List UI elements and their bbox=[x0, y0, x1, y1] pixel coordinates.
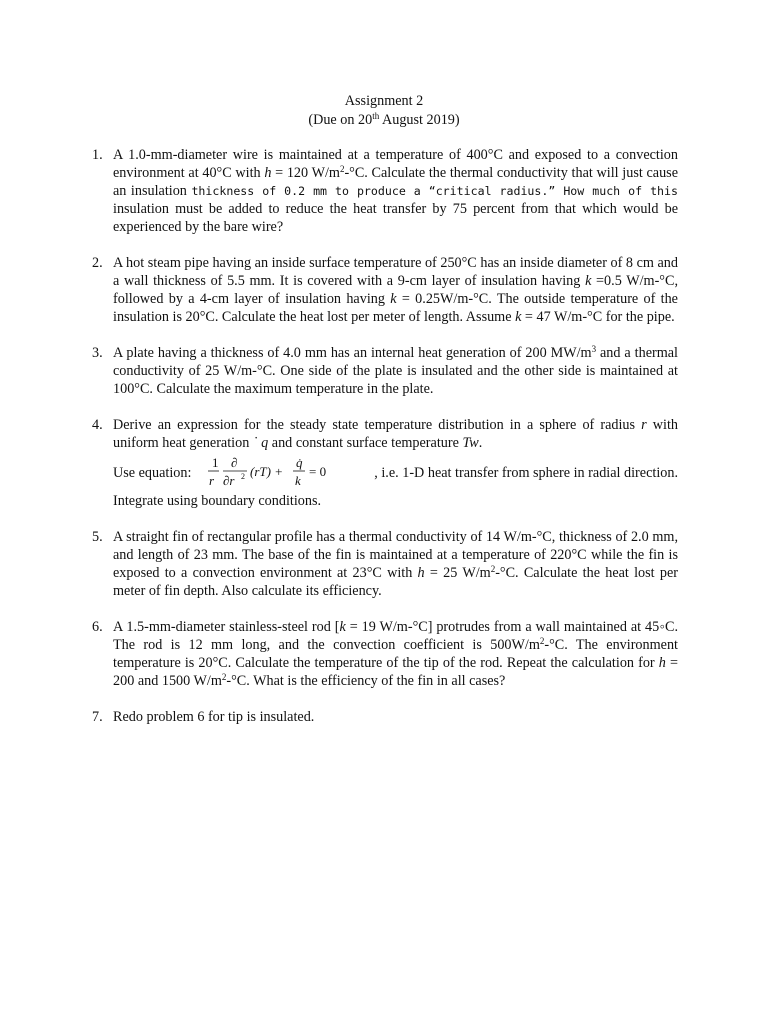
equation-description: , i.e. 1-D heat transfer from sphere in radial direction. bbox=[374, 465, 678, 481]
question-5: 5. A straight fin of rectangular profile has a thermal conductivity of 14 W/m-°C, thickness of 2.0 mm, and length of 23 mm. The base of the fin is maintained at a temperature of 220°C while the fin is exposed to a convection environment at 23°C with h = 25 $W/m^2-^\circ C$. Calculate the heat lost per meter of fin depth. Also calculate its efficiency. bbox=[92, 529, 678, 599]
question-number: 3. bbox=[92, 345, 103, 361]
assignment-title: Assignment 2 bbox=[344, 93, 424, 109]
boundary-note: Integrate using boundary conditions. bbox=[113, 493, 322, 509]
question-number: 4. bbox=[92, 417, 103, 433]
question-2: 2. A hot steam pipe having an inside surface temperature of 250°C has an inside diameter of 8 cm and a wall thickness of 5.5 mm. It is covered with a 9-cm layer of insulation having k =0.5 W/m-°C, followed by a 4-cm layer of insulation having k = 0.25W/m-°C. The outside temperature of the insulation is 20°C. Calculate the heat lost per meter of length. Assume k = 47 W/m-°C for the pipe. bbox=[92, 255, 678, 325]
question-number: 2. bbox=[92, 255, 103, 271]
document-header bbox=[0, 92, 768, 130]
svg-text:= 0: = 0 bbox=[309, 464, 327, 479]
svg-text:q̇: q̇ bbox=[296, 455, 303, 470]
svg-text:2: 2 bbox=[241, 472, 245, 481]
equation-line bbox=[113, 454, 678, 492]
heat-equation bbox=[205, 454, 335, 492]
svg-text:∂: ∂ bbox=[231, 455, 238, 470]
question-number: 7. bbox=[92, 709, 103, 725]
svg-text:r: r bbox=[209, 473, 215, 488]
question-number: 1. bbox=[92, 147, 103, 163]
due-date: (Due on 20th August 2019) bbox=[308, 111, 460, 128]
svg-text:k: k bbox=[295, 473, 301, 488]
use-equation-label: Use equation: bbox=[113, 465, 192, 481]
question-4: 4. Derive an expression for the steady state temperature distribution in a sphere of radius r with uniform heat generation ˙ q and constant surface temperature Tw. Use equation: 1 r ∂ ∂r 2 (rT) + q̇ k = 0 , i.e. 1-D heat transfer from sphere in radial direction. Integrate using boundary conditions. bbox=[92, 417, 678, 509]
question-3: 3. A plate having a thickness of 4.0 mm has an internal heat generation of 200 $MW/m^3$ and a thermal conductivity of 25 W/m-°C. One side of the plate is insulated and the other side is maintained at 100°C. Calculate the maximum temperature in the plate. bbox=[92, 344, 678, 397]
svg-text:1: 1 bbox=[212, 455, 219, 470]
question-number: 5. bbox=[92, 529, 103, 545]
question-1: 1. A 1.0-mm-diameter wire is maintained at a temperature of 400°C and exposed to a convection environment at 40°C with h = 120 $W/m^2-^\circ C$. Calculate the thermal conductivity that will just cause an insulation thickness of 0.2 mm to produce a “critical radius.” How much of this insulation must be added to reduce the heat transfer by 75 percent from that which would be experienced by the bare wire? bbox=[92, 147, 678, 235]
question-number: 6. bbox=[92, 619, 103, 635]
svg-text:(rT) +: (rT) + bbox=[250, 464, 283, 479]
question-list bbox=[92, 146, 678, 744]
question-6: 6. A 1.5-mm-diameter stainless-steel rod [k = 19 W/m-°C] protrudes from a wall maintained at 45◦C. The rod is 12 mm long, and the convection coefficient is $500W/m^2-^\circ C$. The environment temperature is 20°C. Calculate the temperature of the tip of the rod. Repeat the calculation for h = 200 and 1500 $W/m^2-^\circ C$. What is the efficiency of the fin in all cases? bbox=[92, 619, 678, 689]
question-7: 7. Redo problem 6 for tip is insulated. bbox=[92, 709, 315, 725]
svg-text:∂r: ∂r bbox=[223, 473, 235, 488]
